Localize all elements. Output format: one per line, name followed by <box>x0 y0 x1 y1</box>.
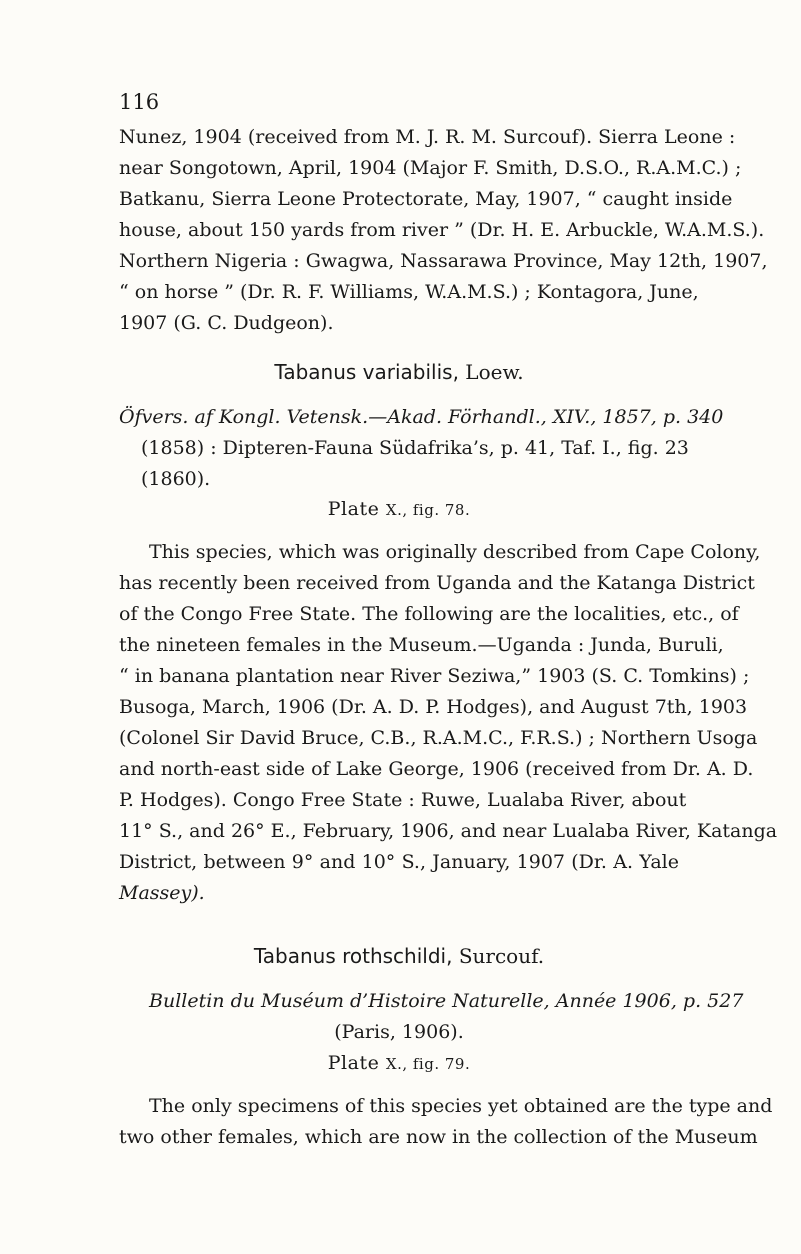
paragraph-localities-previous <box>119 122 768 339</box>
species-author: Surcouf. <box>458 944 545 968</box>
text-line: Massey). <box>119 882 205 904</box>
reference-line: Bulletin du Muséum d’Histoire Naturelle, Année 1906, p. 527 <box>149 990 744 1012</box>
reference-line: Öfvers. af Kongl. Vetensk.—Akad. Förhandl., XIV., 1857, p. 340 <box>119 406 724 428</box>
text-line: District, between 9° and 10° S., January, 1907 (Dr. A. Yale <box>119 851 679 873</box>
text-line: has recently been received from Uganda and the Katanga District <box>119 572 755 594</box>
plate-line <box>119 494 679 525</box>
text-line: The only specimens of this species yet obtained are the type and <box>149 1095 773 1117</box>
text-line: the nineteen females in the Museum.—Uganda : Junda, Buruli, <box>119 634 724 656</box>
paragraph-variabilis <box>119 537 778 909</box>
reference-line: (Paris, 1906). <box>334 1021 464 1043</box>
text-line: Nunez, 1904 (received from M. J. R. M. Surcouf). Sierra Leone : <box>119 126 736 148</box>
reference-line: (1858) : Dipteren-Fauna Südafrika’s, p. 41, Taf. I., fig. 23 <box>141 437 689 459</box>
text-line: “ in banana plantation near River Seziwa,” 1903 (S. C. Tomkins) ; <box>119 665 750 687</box>
text-line: two other females, which are now in the collection of the Museum <box>119 1126 758 1148</box>
plate-reference-79 <box>119 1048 679 1079</box>
page-number: 116 <box>119 90 160 114</box>
species-name: Tabanus rothschildi, <box>253 944 453 968</box>
text-line: Busoga, March, 1906 (Dr. A. D. P. Hodges), and August 7th, 1903 <box>119 696 748 718</box>
text-line: P. Hodges). Congo Free State : Ruwe, Lualaba River, about <box>119 789 687 811</box>
text-line: 11° S., and 26° E., February, 1906, and near Lualaba River, Katanga <box>119 820 778 842</box>
reference-variabilis <box>119 402 724 495</box>
text-line: house, about 150 yards from river ” (Dr. H. E. Arbuckle, W.A.M.S.). <box>119 219 765 241</box>
species-heading-variabilis <box>119 357 679 387</box>
reference-line: (1860). <box>141 468 211 490</box>
text-line: and north-east side of Lake George, 1906 (received from Dr. A. D. <box>119 758 754 780</box>
reference-rothschildi <box>119 986 744 1048</box>
paragraph-rothschildi <box>119 1091 773 1153</box>
text-line: This species, which was originally described from Cape Colony, <box>149 541 761 563</box>
text-line: Northern Nigeria : Gwagwa, Nassarawa Province, May 12th, 1907, <box>119 250 768 272</box>
plate-reference-78 <box>119 494 679 525</box>
plate-line <box>119 1048 679 1079</box>
text-line: (Colonel Sir David Bruce, C.B., R.A.M.C., F.R.S.) ; Northern Usoga <box>119 727 758 749</box>
plate-figure: X., fig. 79. <box>385 1055 471 1073</box>
text-line: near Songotown, April, 1904 (Major F. Smith, D.S.O., R.A.M.C.) ; <box>119 157 742 179</box>
text-line: “ on horse ” (Dr. R. F. Williams, W.A.M.S.) ; Kontagora, June, <box>119 281 699 303</box>
species-heading-rothschildi <box>119 941 679 971</box>
text-line: Batkanu, Sierra Leone Protectorate, May, 1907, “ caught inside <box>119 188 733 210</box>
plate-figure: X., fig. 78. <box>385 501 471 519</box>
species-author: Loew. <box>465 360 524 384</box>
text-line: 1907 (G. C. Dudgeon). <box>119 312 334 334</box>
species-name: Tabanus variabilis, <box>274 360 459 384</box>
plate-word: Plate <box>327 1052 380 1074</box>
plate-word: Plate <box>327 498 380 520</box>
text-line: of the Congo Free State. The following are the localities, etc., of <box>119 603 739 625</box>
